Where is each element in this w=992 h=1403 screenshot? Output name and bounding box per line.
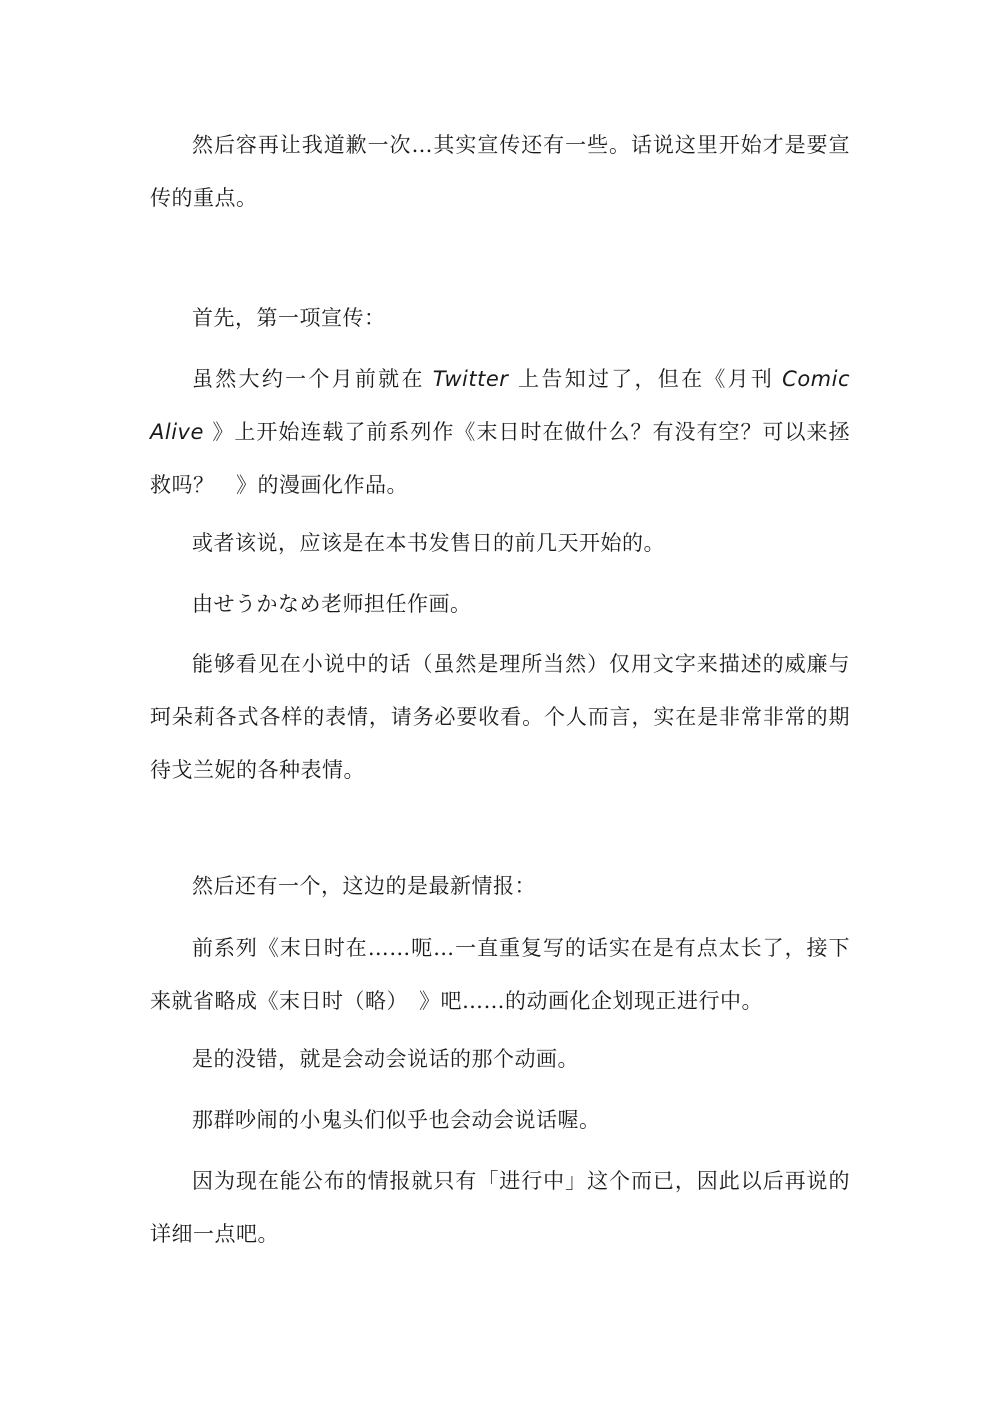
twitter-text: Twitter <box>432 367 509 391</box>
comic-alive-text: Comic Alive <box>150 367 851 444</box>
paragraph-first-promo-heading: 首先，第一项宣传： <box>192 306 386 330</box>
paragraph-text-part: 虽然大约一个月前就在 <box>192 367 425 391</box>
paragraph-anime-confirm: 是的没错，就是会动会说话的那个动画。 <box>192 1047 579 1071</box>
paragraph-manga-serialization <box>150 353 850 512</box>
paragraph-text-part: 》上开始连载了前系列作《末日时在做什么？有没有空？可以来拯救吗？ 》的漫画化作品。 <box>150 420 850 497</box>
paragraph-latest-news-heading: 然后还有一个，这边的是最新情报： <box>192 874 536 898</box>
paragraph-release-timing: 或者该说，应该是在本书发售日的前几天开始的。 <box>192 531 665 555</box>
paragraph-text-part: 上告知过了，但在《月刊 <box>516 367 775 391</box>
paragraph-more-later: 因为现在能公布的情报就只有「进行中」这个而已，因此以后再说的详细一点吧。 <box>150 1169 850 1246</box>
paragraph-kids-move: 那群吵闹的小鬼头们似乎也会动会说话喔。 <box>192 1108 601 1132</box>
paragraph-expressions: 能够看见在小说中的话（虽然是理所当然）仅用文字来描述的威廉与珂朵莉各式各样的表情，请务必要收看。个人而言，实在是非常非常的期待戈兰妮的各种表情。 <box>150 652 850 782</box>
paragraph-anime-project: 前系列《末日时在……呃…一直重复写的话实在是有点太长了，接下来就省略成《末日时（略） 》吧……的动画化企划现正进行中。 <box>150 936 850 1013</box>
paragraph-apology: 然后容再让我道歉一次…其实宣传还有一些。话说这里开始才是要宣传的重点。 <box>150 133 850 210</box>
paragraph-illustrator: 由せうかなめ老师担任作画。 <box>192 592 472 616</box>
